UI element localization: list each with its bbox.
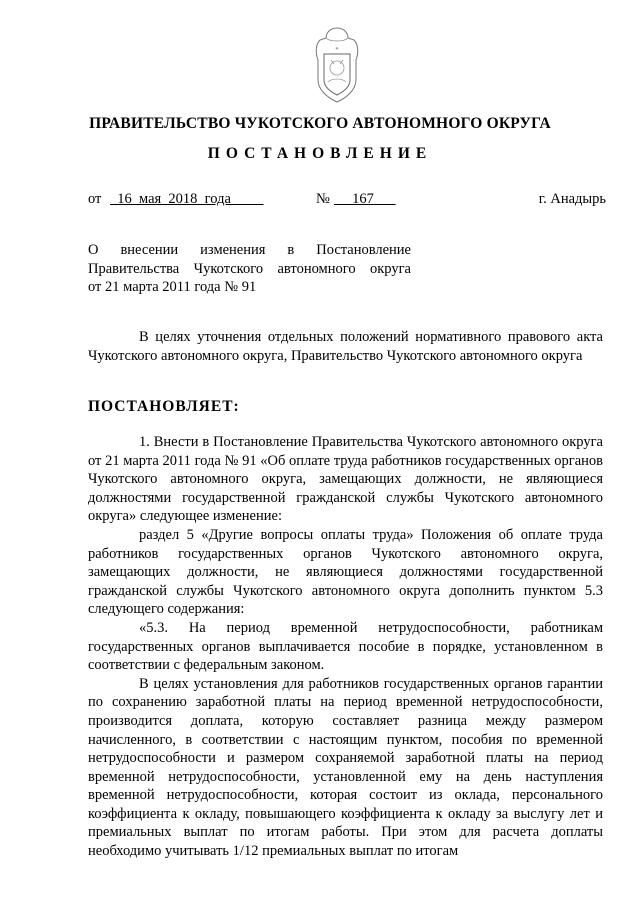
preamble xyxy=(88,328,603,365)
number-label: № xyxy=(316,191,330,207)
decree-body xyxy=(88,433,603,861)
date-label: от xyxy=(88,191,102,207)
subject-line: от 21 марта 2011 года № 91 xyxy=(88,279,257,295)
government-title: ПРАВИТЕЛЬСТВО ЧУКОТСКОГО АВТОНОМНОГО ОКРУГА xyxy=(89,115,551,132)
document-date: 16 мая 2018 года xyxy=(110,191,264,207)
document-meta xyxy=(88,191,606,213)
paragraph: раздел 5 «Другие вопросы оплаты труда» Положения об оплате труда работников государственных органов Чукотского автономного округа, замещающих должности, не являющиеся должностями государственной гражданской службы Чукотского автономного округа дополнить пунктом 5.3 следующего содержания: xyxy=(88,526,603,618)
paragraph: В целях установления для работников государственных органов гарантии по сохранению заработной платы на период временной нетрудоспособности, производится доплата, которую составляет разница между размером начисленного, в соответствии с настоящим пунктом, пособия по временной нетрудоспособности и размером сохраняемой заработной платы на период временной нетрудоспособности, установленной ему на день наступления временной нетрудоспособности, которая состоит из оклада, персонального коэффициента к окладу, повышающего коэффициента к окладу за выслугу лет и премиальных выплат по итогам работы. При этом для расчета доплаты необходимо учитывать 1/12 премиальных выплат по итогам xyxy=(88,675,603,860)
svg-text:✦: ✦ xyxy=(334,46,340,52)
preamble-text: В целях уточнения отдельных положений нормативного правового акта Чукотского автономного округа, Правительство Чукотского автономного округа xyxy=(88,329,603,364)
paragraph: «5.3. На период временной нетрудоспособности, работникам государственных органов выплачивается пособие в порядке, установленном в соответствии с федеральным законом. xyxy=(88,619,603,674)
document-number: 167 xyxy=(334,191,396,207)
paragraph: 1. Внести в Постановление Правительства Чукотского автономного округа от 21 марта 2011 года № 91 «Об оплате труда работников государственных органов Чукотского автономного округа, замещающих должности, не являющиеся должностями государственной гражданской службы Чукотского автономного округа» следующее изменение: xyxy=(88,434,603,525)
document-type: ПОСТАНОВЛЕНИЕ xyxy=(207,145,433,162)
document-subject xyxy=(88,241,411,297)
document-city: г. Анадырь xyxy=(538,191,606,207)
decree-heading: ПОСТАНОВЛЯЕТ: xyxy=(88,398,240,415)
subject-line: Правительства Чукотского автономного округа xyxy=(88,260,411,277)
coat-of-arms-icon xyxy=(306,24,368,104)
subject-line: О внесении изменения в Постановление xyxy=(88,242,411,258)
